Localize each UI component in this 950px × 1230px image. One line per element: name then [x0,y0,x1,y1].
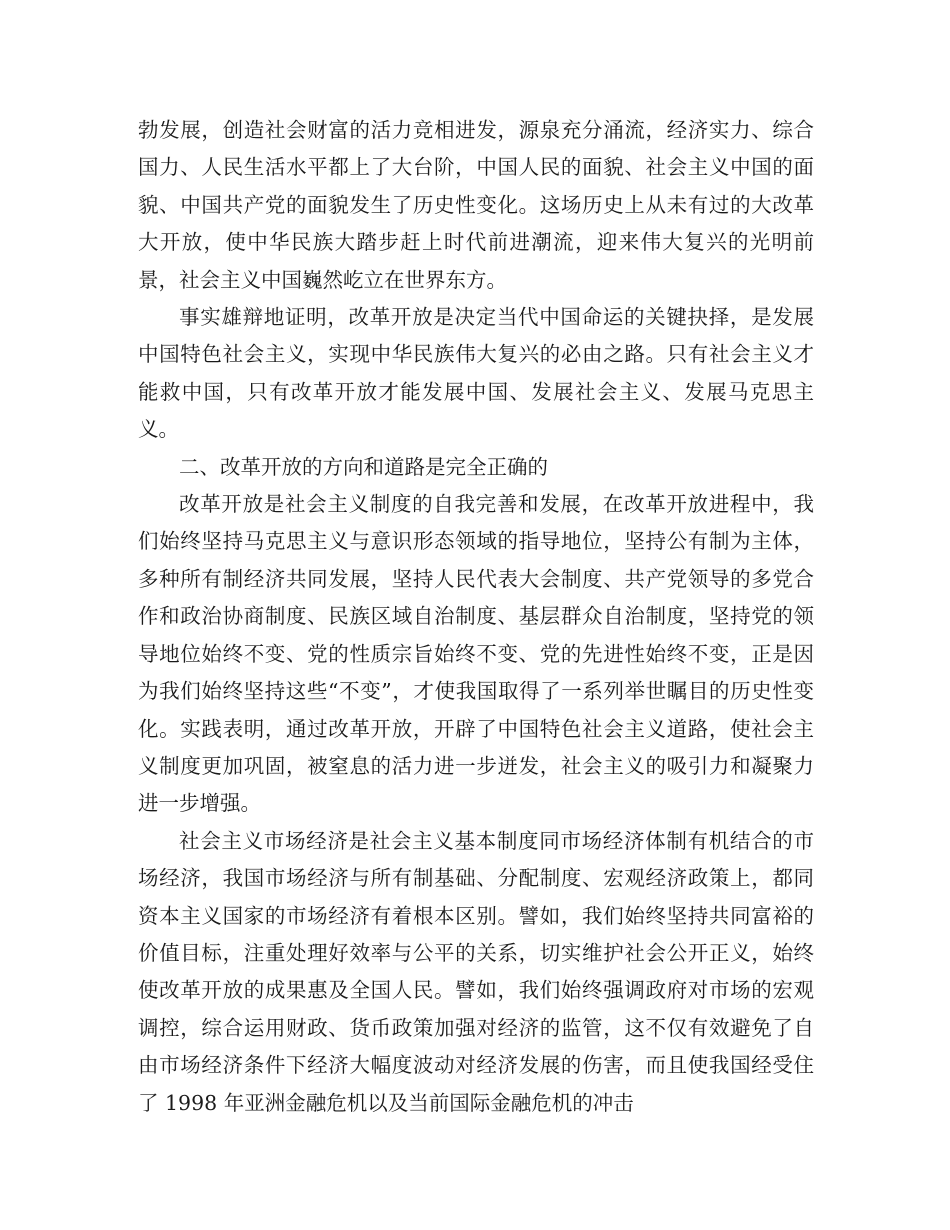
paragraph-market-economy: 社会主义市场经济是社会主义基本制度同市场经济体制有机结合的市场经济，我国市场经济与所有制基础、分配制度、宏观经济政策上，都同资本主义国家的市场经济有着根本区别。譬如，我们始终坚持共同富裕的价值目标，注重处理好效率与公平的关系，切实维护社会公开正义，始终使改革开放的成果惠及全国人民。譬如，我们始终强调政府对市场的宏观调控，综合运用财政、货币政策加强对经济的监管，这不仅有效避免了自由市场经济条件下经济大幅度波动对经济发展的伤害，而且使我国经受住了 1998 年亚洲金融危机以及当前国际金融危机的冲击 [138,828,814,1115]
document-body [138,112,814,1122]
paragraph-socialist-system: 改革开放是社会主义制度的自我完善和发展，在改革开放进程中，我们始终坚持马克思主义与意识形态领域的指导地位，坚持公有制为主体，多种所有制经济共同发展，坚持人民代表大会制度、共产党领导的多党合作和政治协商制度、民族区域自治制度、基层群众自治制度，坚持党的领导地位始终不变、党的性质宗旨始终不变、党的先进性始终不变，正是因为我们始终坚持这些“不变”，才使我国取得了一系列举世瞩目的历史性变化。实践表明，通过改革开放，开辟了中国特色社会主义道路，使社会主义制度更加巩固，被窒息的活力进一步迸发，社会主义的吸引力和凝聚力进一步增强。 [138,492,814,816]
paragraph-continuation: 勃发展，创造社会财富的活力竞相进发，源泉充分涌流，经济实力、综合国力、人民生活水平都上了大台阶，中国人民的面貌、社会主义中国的面貌、中国共产党的面貌发生了历史性变化。这场历史上从未有过的大改革大开放，使中华民族大踏步赶上时代前进潮流，迎来伟大复兴的光明前景，社会主义中国巍然屹立在世界东方。 [138,118,814,292]
paragraph-reform-proof: 事实雄辩地证明，改革开放是决定当代中国命运的关键抉择，是发展中国特色社会主义，实现中华民族伟大复兴的必由之路。只有社会主义才能救中国，只有改革开放才能发展中国、发展社会主义、发展马克思主义。 [138,305,814,442]
section-heading-2: 二、改革开放的方向和道路是完全正确的 [179,454,548,479]
